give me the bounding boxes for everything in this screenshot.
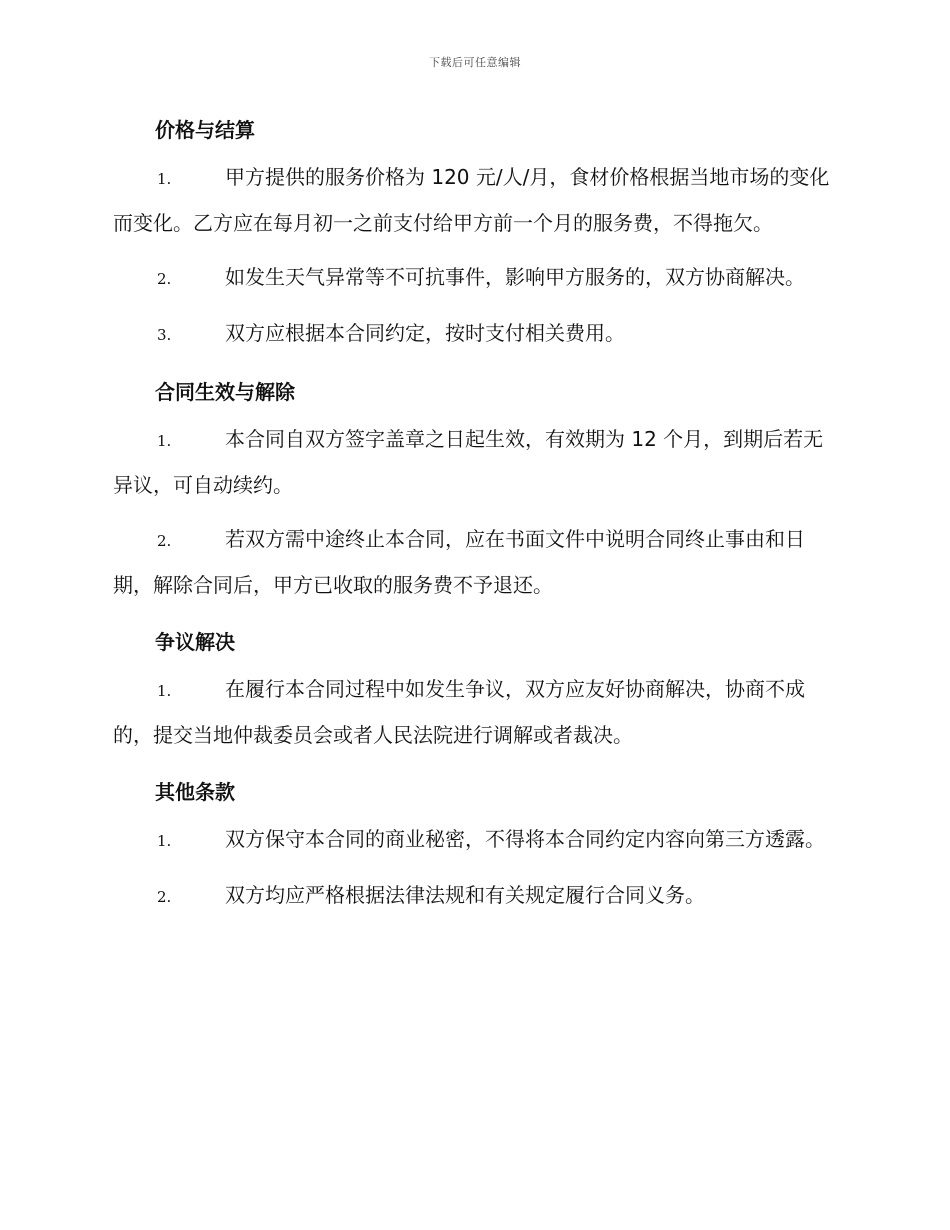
- clause-number: 1.: [157, 682, 172, 700]
- clause-text: 双方保守本合同的商业秘密，不得将本合同约定内容向第三方透露。: [225, 827, 825, 851]
- clause-number: 1.: [157, 170, 172, 188]
- clause-item: [113, 155, 835, 245]
- document-body: [113, 105, 835, 929]
- clause-text: 双方应根据本合同约定，按时支付相关费用。: [225, 321, 625, 345]
- section-pricing: [113, 105, 835, 357]
- clause-item: [113, 255, 835, 301]
- clause-number: 1.: [157, 432, 172, 450]
- clause-number: 1.: [157, 832, 172, 850]
- section-title: 其他条款: [155, 780, 235, 804]
- clause-text: 双方均应严格根据法律法规和有关规定履行合同义务。: [225, 883, 705, 907]
- clause-item: [113, 667, 835, 757]
- clause-text: 在履行本合同过程中如发生争议，双方应友好协商解决，协商不成的，提交当地仲裁委员会或者人民法院进行调解或者裁决。: [113, 677, 805, 747]
- clause-item: [113, 873, 835, 919]
- clause-number: 3.: [157, 326, 172, 344]
- section-title: 合同生效与解除: [155, 380, 295, 404]
- page-header-note: 下载后可任意编辑: [429, 56, 521, 69]
- section-other-terms: [113, 767, 835, 919]
- clause-number: 2.: [157, 888, 172, 906]
- clause-text: 甲方提供的服务价格为 120 元/人/月，食材价格根据当地市场的变化而变化。乙方应在每月初一之前支付给甲方前一个月的服务费，不得拖欠。: [113, 165, 830, 235]
- clause-item: [113, 311, 835, 357]
- section-effect-termination: [113, 367, 835, 607]
- clause-item: [113, 417, 835, 507]
- clause-text: 如发生天气异常等不可抗事件，影响甲方服务的，双方协商解决。: [225, 265, 805, 289]
- clause-item: [113, 817, 835, 863]
- clause-number: 2.: [157, 270, 172, 288]
- section-title: 价格与结算: [155, 118, 255, 142]
- clause-number: 2.: [157, 532, 172, 550]
- clause-text: 若双方需中途终止本合同，应在书面文件中说明合同终止事由和日期，解除合同后，甲方已收取的服务费不予退还。: [113, 527, 805, 597]
- clause-item: [113, 517, 835, 607]
- clause-text: 本合同自双方签字盖章之日起生效，有效期为 12 个月，到期后若无异议，可自动续约。: [113, 427, 824, 497]
- section-title: 争议解决: [155, 630, 235, 654]
- section-dispute: [113, 617, 835, 757]
